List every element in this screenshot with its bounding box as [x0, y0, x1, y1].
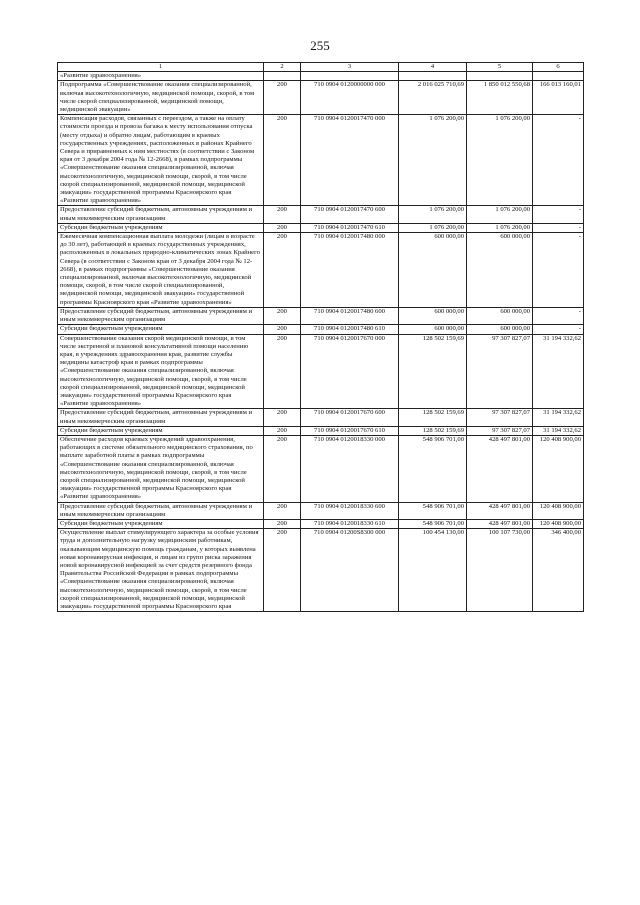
row-amount-cell: 31 194 332,62: [533, 409, 584, 426]
row-amount-cell: -: [533, 233, 584, 308]
row-amount-cell: 428 497 801,00: [467, 435, 533, 502]
row-amount-cell: -: [533, 325, 584, 334]
table-row: [58, 529, 584, 612]
row-amount-cell: 600 000,00: [399, 325, 467, 334]
row-name-cell: Предоставление субсидий бюджетным, автономным учреждениям и иным некоммерческим организациям: [58, 206, 264, 223]
row-amount-cell: 600 000,00: [467, 233, 533, 308]
row-amount-cell: 1 076 200,00: [399, 115, 467, 206]
header-col-3: 3: [301, 63, 399, 72]
row-amount-cell: 600 000,00: [467, 307, 533, 324]
row-amount-cell: -: [533, 206, 584, 223]
row-kbk-cell: 710 0904 0120018330 610: [301, 519, 399, 528]
row-amount-cell: 548 906 701,00: [399, 502, 467, 519]
row-amount-cell: 100 107 730,00: [467, 529, 533, 612]
row-name-cell: Ежемесячная компенсационная выплата молодежи (лицам в возрасте до 30 лет), работающей в краевых государственных учреждениях, расположенных в локальных природно-климатических зонах Крайнего Севера (в соответствии с Законом края от 3 декабря 2004 года № 12-2668), в рамках подпрограммы «Совершенствование оказания специализированной, включая высокотехнологичную, медицинской помощи, скорой, в том числе скорой специализированной, медицинской помощи, медицинской эвакуации» государственной программы Красноярского края «Развитие здравоохранения»: [58, 233, 264, 308]
row-amount-cell: 600 000,00: [399, 233, 467, 308]
continuation-text: «Развитие здравоохранения»: [58, 72, 264, 81]
table-row: [58, 435, 584, 502]
row-code-cell: 200: [264, 307, 301, 324]
header-col-2: 2: [264, 63, 301, 72]
row-amount-cell: 1 076 200,00: [467, 206, 533, 223]
row-name-cell: Предоставление субсидий бюджетным, автономным учреждениям и иным некоммерческим организациям: [58, 307, 264, 324]
header-row: [58, 63, 584, 72]
row-amount-cell: 2 016 025 710,69: [399, 81, 467, 115]
row-kbk-cell: 710 0904 0120017670 000: [301, 334, 399, 409]
row-amount-cell: 1 850 012 550,68: [467, 81, 533, 115]
table-row: [58, 502, 584, 519]
header-col-5: 5: [467, 63, 533, 72]
row-amount-cell: 548 906 701,00: [399, 519, 467, 528]
row-name-cell: Компенсация расходов, связанных с переездом, а также на оплату стоимости проезда и провоза багажа к месту использования отпуска (месту отдыха) и обратно лицам, работающим в краевых государственных учреждениях, расположенных в районах Крайнего Севера и приравненных к ним местностях (в соответствии с Законом края от 3 декабря 2004 года № 12-2668), в рамках подпрограммы «Совершенствование оказания специализированной, включая высокотехнологичную, медицинской помощи, скорой, в том числе скорой специализированной, медицинской помощи, медицинской эвакуации» государственной программы Красноярского края «Развитие здравоохранения»: [58, 115, 264, 206]
row-amount-cell: 31 194 332,62: [533, 334, 584, 409]
row-code-cell: 200: [264, 81, 301, 115]
row-name-cell: Субсидии бюджетным учреждениям: [58, 223, 264, 232]
row-amount-cell: 1 076 200,00: [399, 223, 467, 232]
row-amount-cell: -: [533, 223, 584, 232]
row-code-cell: 200: [264, 426, 301, 435]
row-amount-cell: 1 076 200,00: [467, 223, 533, 232]
row-code-cell: 200: [264, 325, 301, 334]
row-amount-cell: 428 497 801,00: [467, 519, 533, 528]
row-amount-cell: 128 502 159,69: [399, 409, 467, 426]
row-name-cell: Субсидии бюджетным учреждениям: [58, 519, 264, 528]
table-row: [58, 223, 584, 232]
row-name-cell: Совершенствование оказания скорой медицинской помощи, в том числе экстренной и плановой консультативной помощи населению края, в учреждениях здравоохранения края, развитие службы медицины катастроф края в рамках подпрограммы «Совершенствование оказания специализированной, включая высокотехнологичную, медицинской помощи, скорой, в том числе скорой специализированной, медицинской помощи, медицинской эвакуации» государственной программы Красноярского края «Развитие здравоохранения»: [58, 334, 264, 409]
row-kbk-cell: 710 0904 0120017670 600: [301, 409, 399, 426]
row-amount-cell: 97 307 827,07: [467, 426, 533, 435]
row-kbk-cell: 710 0904 0120017480 600: [301, 307, 399, 324]
table-row: [58, 233, 584, 308]
budget-table: [57, 62, 584, 612]
row-code-cell: 200: [264, 233, 301, 308]
row-code-cell: 200: [264, 435, 301, 502]
header-col-6: 6: [533, 63, 584, 72]
table-row: [58, 307, 584, 324]
row-code-cell: 200: [264, 223, 301, 232]
table-row: [58, 115, 584, 206]
table-row: [58, 206, 584, 223]
continuation-row: [58, 72, 584, 81]
table-row: [58, 409, 584, 426]
row-amount-cell: 31 194 332,62: [533, 426, 584, 435]
row-code-cell: 200: [264, 115, 301, 206]
row-kbk-cell: 710 0904 0120017480 610: [301, 325, 399, 334]
table-row: [58, 519, 584, 528]
row-kbk-cell: 710 0904 0120018330 000: [301, 435, 399, 502]
row-amount-cell: 128 502 159,69: [399, 334, 467, 409]
row-name-cell: Подпрограмма «Совершенствование оказания специализированной, включая высокотехнологичную, медицинской помощи, скорой, в том числе скорой специализированной, медицинской помощи, медицинской эвакуации»: [58, 81, 264, 115]
row-name-cell: Субсидии бюджетным учреждениям: [58, 325, 264, 334]
row-kbk-cell: 710 0904 0120000000 000: [301, 81, 399, 115]
row-amount-cell: 548 906 701,00: [399, 435, 467, 502]
row-amount-cell: -: [533, 115, 584, 206]
row-amount-cell: 600 000,00: [399, 307, 467, 324]
row-code-cell: 200: [264, 334, 301, 409]
row-amount-cell: 166 013 160,01: [533, 81, 584, 115]
row-amount-cell: 120 408 900,00: [533, 502, 584, 519]
row-code-cell: 200: [264, 519, 301, 528]
row-kbk-cell: 710 0904 0120017670 610: [301, 426, 399, 435]
row-kbk-cell: 710 0904 0120018330 600: [301, 502, 399, 519]
row-amount-cell: 100 454 130,00: [399, 529, 467, 612]
page-number: 255: [310, 38, 330, 53]
row-kbk-cell: 710 0904 0120017470 610: [301, 223, 399, 232]
row-amount-cell: 600 000,00: [467, 325, 533, 334]
row-code-cell: 200: [264, 529, 301, 612]
row-code-cell: 200: [264, 502, 301, 519]
row-name-cell: Субсидии бюджетным учреждениям: [58, 426, 264, 435]
row-kbk-cell: 710 0904 0120017470 600: [301, 206, 399, 223]
table-row: [58, 325, 584, 334]
row-name-cell: Предоставление субсидий бюджетным, автономным учреждениям и иным некоммерческим организациям: [58, 409, 264, 426]
row-amount-cell: -: [533, 307, 584, 324]
table-row: [58, 426, 584, 435]
row-amount-cell: 97 307 827,07: [467, 409, 533, 426]
row-amount-cell: 120 408 900,00: [533, 435, 584, 502]
header-col-4: 4: [399, 63, 467, 72]
row-amount-cell: 346 400,00: [533, 529, 584, 612]
row-kbk-cell: 710 0904 01200S8300 000: [301, 529, 399, 612]
row-kbk-cell: 710 0904 0120017480 000: [301, 233, 399, 308]
row-amount-cell: 120 408 900,00: [533, 519, 584, 528]
row-amount-cell: 97 307 827,07: [467, 334, 533, 409]
row-amount-cell: 428 497 801,00: [467, 502, 533, 519]
row-name-cell: Предоставление субсидий бюджетным, автономным учреждениям и иным некоммерческим организациям: [58, 502, 264, 519]
row-amount-cell: 128 502 159,69: [399, 426, 467, 435]
table-row: [58, 334, 584, 409]
row-kbk-cell: 710 0904 0120017470 000: [301, 115, 399, 206]
row-amount-cell: 1 076 200,00: [467, 115, 533, 206]
row-code-cell: 200: [264, 206, 301, 223]
header-col-1: 1: [58, 63, 264, 72]
table-row: [58, 81, 584, 115]
row-name-cell: Осуществление выплат стимулирующего характера за особые условия труда и дополнительную нагрузку медицинским работникам, оказывающим медицинскую помощь гражданам, у которых выявлена новая коронавирусная инфекция, и лицам из групп риска заражения новой коронавирусной инфекцией за счет средств резервного фонда Правительства Российской Федерации в рамках подпрограммы «Совершенствование оказания специализированной, включая высокотехнологичную, медицинской помощи, скорой, в том числе скорой специализированной, медицинской помощи, медицинской эвакуации» государственной программы Красноярского края: [58, 529, 264, 612]
row-code-cell: 200: [264, 409, 301, 426]
row-amount-cell: 1 076 200,00: [399, 206, 467, 223]
row-name-cell: Обеспечение расходов краевых учреждений здравоохранения, работающих в системе обязательного медицинского страхования, по выплате заработной платы в рамках подпрограммы «Совершенствование оказания специализированной, включая высокотехнологичную, медицинской помощи, скорой, в том числе скорой специализированной, медицинской помощи, медицинской эвакуации» государственной программы Красноярского края «Развитие здравоохранения»: [58, 435, 264, 502]
